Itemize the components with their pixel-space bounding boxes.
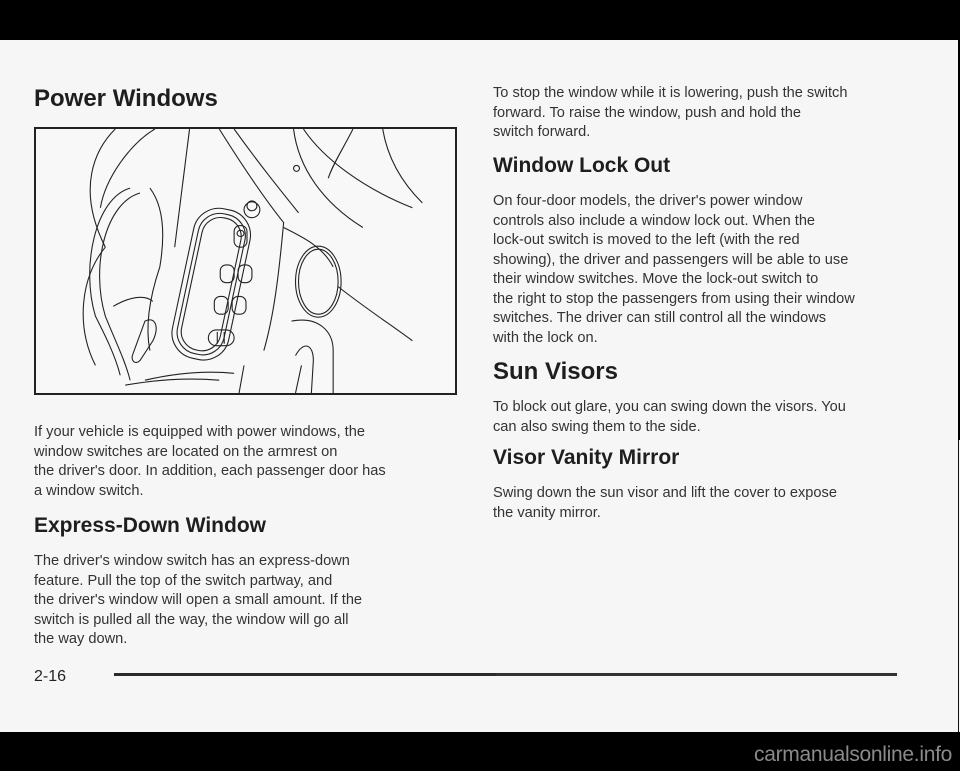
text-line: To stop the window while it is lowering, push the switch	[493, 85, 848, 101]
text-line: controls also include a window lock out. When the	[493, 212, 816, 229]
text-line: To block out glare, you can swing down the visors. You	[493, 399, 846, 415]
express-down-continued	[493, 84, 933, 143]
text-line: feature. Pull the top of the switch partway, and	[34, 572, 333, 589]
text-line: with the lock on.	[493, 329, 598, 346]
text-line: On four-door models, the driver's power window	[493, 193, 803, 209]
text-line: the way down.	[34, 631, 128, 647]
heading-power-windows: Power Windows	[34, 85, 218, 112]
top-black-bar	[0, 0, 960, 40]
door-armrest-switch-icon	[36, 129, 455, 393]
text-line: a window switch.	[34, 482, 144, 499]
text-line: the driver's window will open a small amount. If the	[34, 592, 363, 608]
heading-express-down-window: Express-Down Window	[34, 514, 266, 537]
text-line: the right to stop the passengers from using their window	[493, 290, 855, 307]
watermark: carmanualsonline.info	[754, 743, 952, 766]
text-line: switch forward.	[493, 124, 591, 140]
text-line: switches. The driver can still control all the windows	[493, 310, 827, 326]
text-line: their window switches. Move the lock-out switch to	[493, 271, 819, 287]
text-line: the driver's door. In addition, each passenger door has	[34, 463, 386, 479]
express-down-body	[34, 552, 474, 650]
window-lock-out-body	[493, 192, 933, 348]
visor-vanity-mirror-body	[493, 484, 933, 523]
text-line: the vanity mirror.	[493, 504, 601, 521]
power-window-switch-figure	[34, 127, 457, 395]
text-line: The driver's window switch has an express-down	[34, 553, 350, 569]
text-line: switch is pulled all the way, the window will go all	[34, 611, 349, 628]
heading-window-lock-out: Window Lock Out	[493, 154, 671, 177]
text-line: can also swing them to the side.	[493, 418, 701, 435]
page-edge-lower	[958, 440, 959, 732]
sun-visors-body	[493, 398, 933, 437]
text-line: lock-out switch is moved to the left (with the red	[493, 232, 800, 248]
power-windows-body	[34, 423, 474, 501]
text-line: forward. To raise the window, push and hold the	[493, 104, 802, 121]
text-line: window switches are located on the armrest on	[34, 443, 338, 460]
footer-rule	[114, 673, 496, 676]
footer-rule-right	[496, 673, 897, 676]
text-line: If your vehicle is equipped with power windows, the	[34, 424, 365, 440]
text-line: showing), the driver and passengers will be able to use	[493, 251, 849, 268]
heading-sun-visors: Sun Visors	[493, 358, 618, 385]
text-line: Swing down the sun visor and lift the cover to expose	[493, 485, 837, 501]
heading-visor-vanity-mirror: Visor Vanity Mirror	[493, 446, 680, 469]
page-number: 2-16	[34, 668, 67, 685]
